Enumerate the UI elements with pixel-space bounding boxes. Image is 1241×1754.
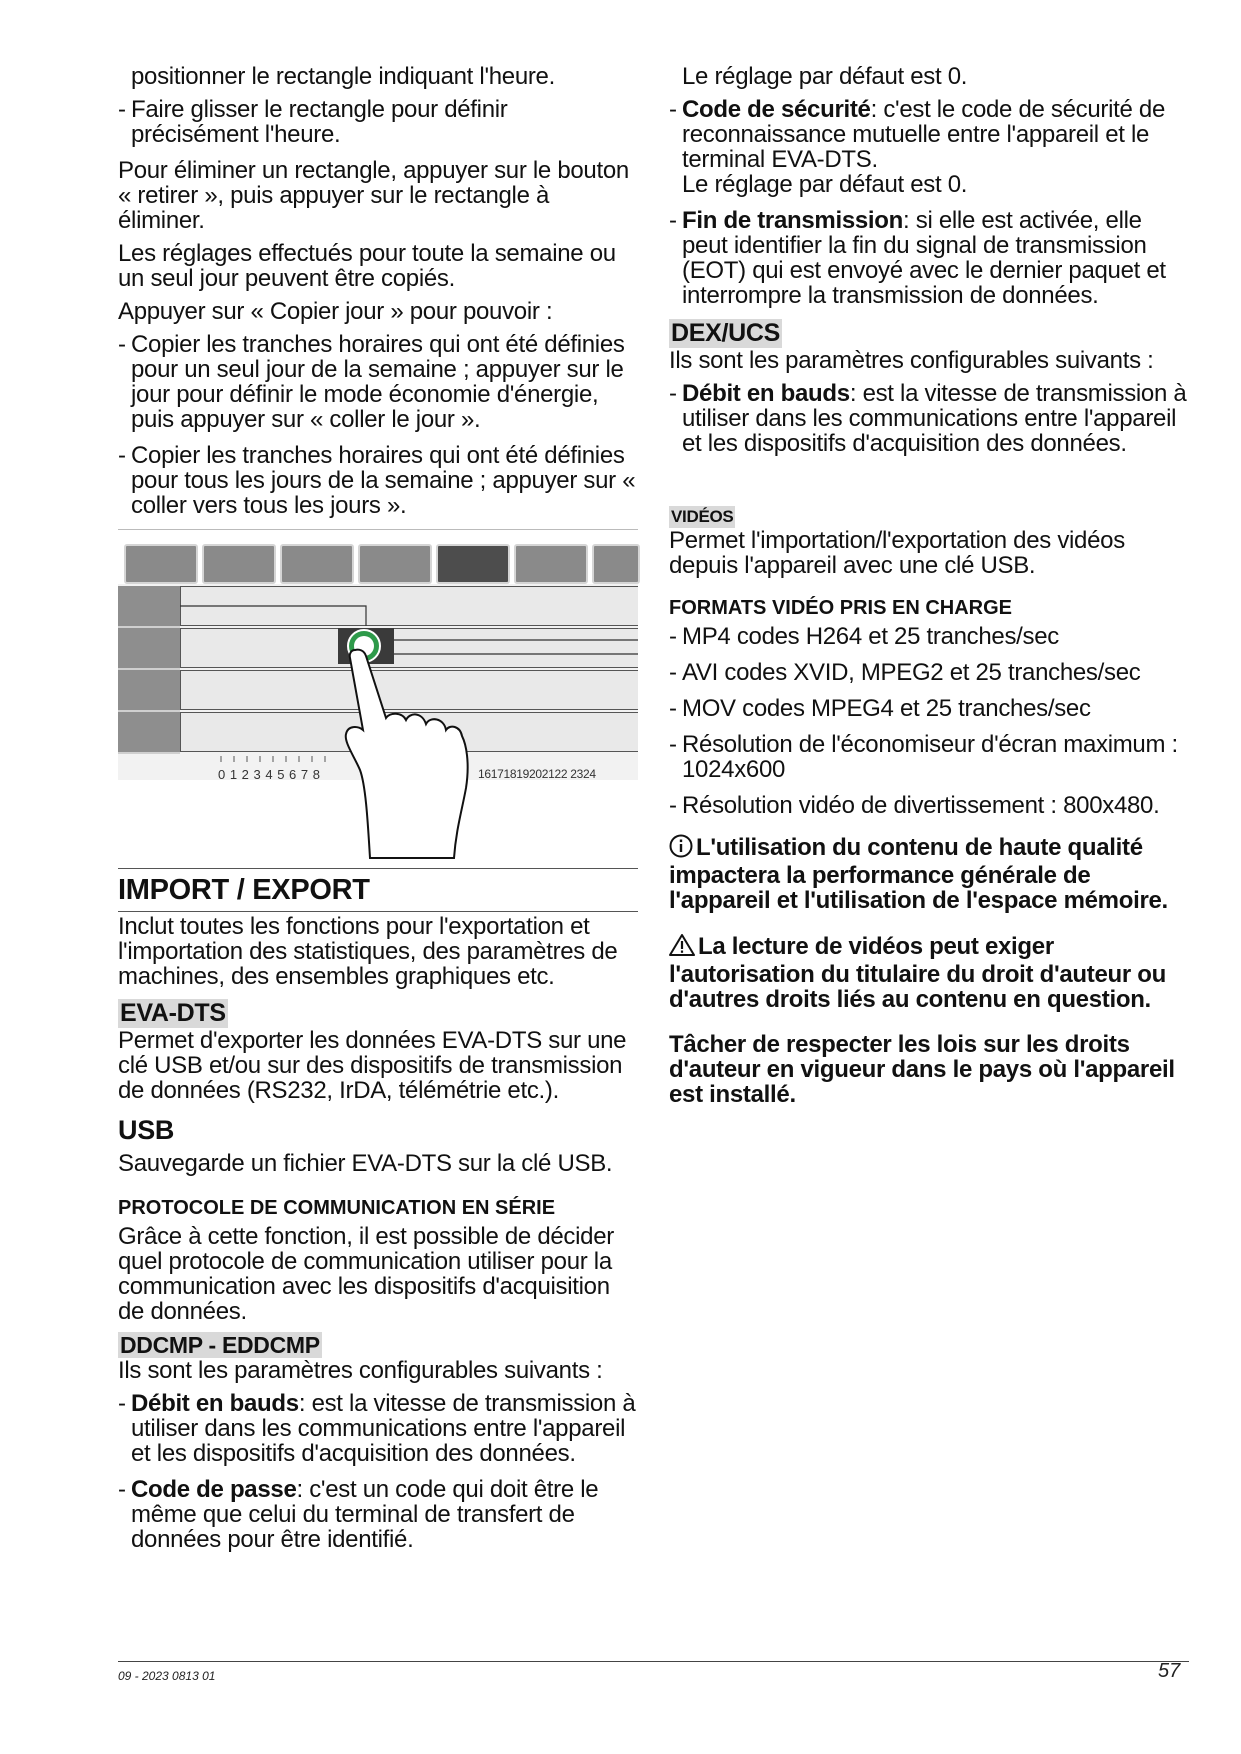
- copyright-note: Tâcher de respecter les lois sur les droits d'auteur en vigueur dans le pays où l'appareil est installé.: [669, 1031, 1175, 1108]
- list-item: - Copier les tranches horaires qui ont été définies pour un seul jour de la semaine ; appuyer sur le jour pour définir le mode économie d'énergie, puis appuyer sur « coller le jour ».: [118, 332, 638, 432]
- list-item: - Résolution de l'économiseur d'écran maximum : 1024x600: [669, 732, 1189, 782]
- term: Code de passe: [131, 1476, 297, 1503]
- definition: : c'est le code de sécurité de reconnaissance mutuelle entre l'appareil et le terminal EVA-DTS.: [682, 96, 1166, 173]
- paragraph: Ils sont les paramètres configurables suivants :: [669, 347, 1154, 374]
- info-note: [669, 834, 1189, 913]
- subsection-title: EVA-DTS: [120, 999, 226, 1027]
- info-icon: [669, 834, 693, 863]
- subsection-title: DDCMP - EDDCMP: [120, 1332, 320, 1358]
- paragraph: Ils sont les paramètres configurables suivants :: [118, 1357, 603, 1384]
- list-item: [118, 1477, 638, 1552]
- paragraph: Le réglage par défaut est 0.: [682, 63, 968, 90]
- list-item: [669, 97, 1189, 197]
- list-item: - MOV codes MPEG4 et 25 tranches/sec: [669, 696, 1189, 721]
- term: Code de sécurité: [682, 96, 871, 123]
- paragraph: Sauvegarde un fichier EVA-DTS sur la clé USB.: [118, 1150, 613, 1177]
- section-title: IMPORT / EXPORT: [118, 874, 370, 906]
- definition: : c'est un code qui doit être le même que celui du terminal de transfert de données pour être identifié.: [131, 1476, 599, 1553]
- paragraph: positionner le rectangle indiquant l'heure.: [131, 63, 555, 90]
- subsection-title: FORMATS VIDÉO PRIS EN CHARGE: [669, 597, 1012, 619]
- subsection-title: PROTOCOLE DE COMMUNICATION EN SÉRIE: [118, 1197, 556, 1219]
- subsection-title: DEX/UCS: [671, 319, 781, 347]
- term: Fin de transmission: [682, 207, 904, 234]
- figure-hour-ticks: 16171819202122 2324: [478, 767, 596, 781]
- document-code: 09 - 2023 0813 01: [118, 1669, 216, 1683]
- subsection-title: USB: [118, 1115, 175, 1145]
- list-item: [669, 381, 1189, 456]
- figure-hour-ticks: 0 1 2 3 4 5 6 7 8: [218, 767, 321, 782]
- note-text: La lecture de vidéos peut exiger l'autorisation du titulaire du droit d'auteur ou d'autres droits liés au contenu en question.: [669, 933, 1167, 1013]
- list-item: - Résolution vidéo de divertissement : 800x480.: [669, 793, 1189, 818]
- right-column: [669, 64, 1189, 1127]
- term: Débit en bauds: [682, 380, 850, 407]
- warning-icon: [669, 933, 695, 962]
- hand-pointer-icon: [118, 530, 638, 860]
- list-item: [669, 208, 1189, 308]
- subsection-title: VIDÉOS: [671, 507, 734, 526]
- list-item: - Copier les tranches horaires qui ont été définies pour tous les jours de la semaine ; appuyer sur « coller vers tous les jours ».: [118, 443, 638, 518]
- section-divider: [118, 868, 638, 869]
- schedule-figure: [118, 529, 638, 860]
- warning-note: [669, 933, 1189, 1012]
- definition: : si elle est activée, elle peut identifier la fin du signal de transmission (EOT) qui est envoyé avec le dernier paquet et interrompre la transmission de données.: [682, 207, 1166, 309]
- list-item: - AVI codes XVID, MPEG2 et 25 tranches/sec: [669, 660, 1189, 685]
- term: Débit en bauds: [131, 1390, 299, 1417]
- paragraph: Permet l'importation/l'exportation des vidéos depuis l'appareil avec une clé USB.: [669, 527, 1125, 579]
- paragraph: Grâce à cette fonction, il est possible de décider quel protocole de communication utiliser pour la communication avec les dispositifs d'acquisition de données.: [118, 1223, 614, 1325]
- paragraph: Inclut toutes les fonctions pour l'exportation et l'importation des statistiques, des paramètres de machines, des ensembles graphiques etc.: [118, 913, 618, 990]
- page-number: 57: [1158, 1660, 1181, 1682]
- footer-divider: [118, 1661, 1189, 1662]
- definition: : est la vitesse de transmission à utiliser dans les communications entre l'appareil et les dispositifs d'acquisition des données.: [131, 1390, 636, 1467]
- list-item: [118, 1391, 638, 1466]
- paragraph: Les réglages effectués pour toute la semaine ou un seul jour peuvent être copiés.: [118, 240, 616, 292]
- list-item: - Faire glisser le rectangle pour définir précisément l'heure.: [118, 97, 638, 147]
- definition: : est la vitesse de transmission à utiliser dans les communications entre l'appareil et les dispositifs d'acquisition des données.: [682, 380, 1187, 457]
- definition: Le réglage par défaut est 0.: [682, 171, 968, 198]
- note-text: L'utilisation du contenu de haute qualité impactera la performance générale de l'appareil et l'utilisation de l'espace mémoire.: [669, 834, 1168, 914]
- paragraph: Permet d'exporter les données EVA-DTS sur une clé USB et/ou sur des dispositifs de transmission de données (RS232, IrDA, télémétrie etc.).: [118, 1027, 627, 1104]
- left-column: [118, 64, 638, 1563]
- paragraph: Appuyer sur « Copier jour » pour pouvoir :: [118, 298, 553, 325]
- section-divider: [118, 911, 638, 912]
- list-item: - MP4 codes H264 et 25 tranches/sec: [669, 624, 1189, 649]
- paragraph: Pour éliminer un rectangle, appuyer sur le bouton « retirer », puis appuyer sur le rectangle à éliminer.: [118, 157, 629, 234]
